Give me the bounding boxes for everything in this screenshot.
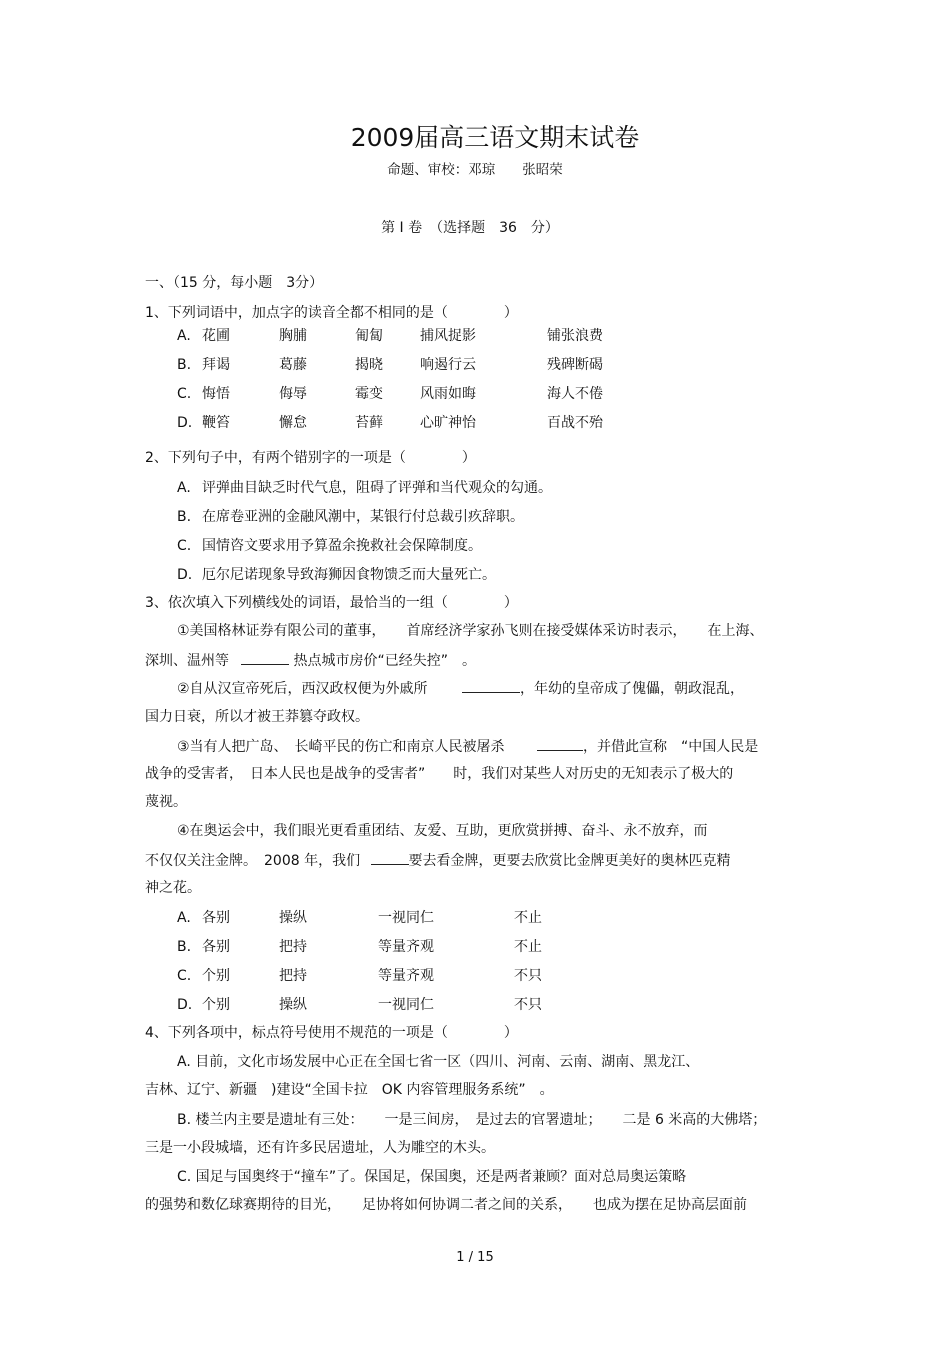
q3-option-b-word: 等量齐观 (378, 939, 434, 955)
q3-option-a-word: 不止 (514, 910, 542, 926)
q3-option-d-word: 操纵 (279, 997, 307, 1013)
q1-option-b-label: B. (177, 357, 192, 373)
q3-option-d-word: 一视同仁 (378, 997, 434, 1013)
q3-blank-4 (371, 850, 409, 865)
q1-option-c-label: C. (177, 386, 192, 402)
q2-option-d-label: D. (177, 567, 193, 583)
q2-option-c-text: 国情咨文要求用予算盈余挽救社会保障制度。 (202, 538, 482, 554)
q2-option-b-label: B. (177, 509, 192, 525)
q1-option-a-word: 捕风捉影 (420, 328, 476, 344)
q3-option-c-word: 个别 (202, 968, 230, 984)
q3-option-a-word: 操纵 (279, 910, 307, 926)
q4-option-a-line1: A. 目前，文化市场发展中心正在全国七省一区（四川、河南、云南、湖南、黑龙江、 (177, 1054, 700, 1070)
q3-passage-1-text: 深圳、温州等 (145, 653, 229, 669)
q3-passage-3-cont: 战争的受害者， 日本人民也是战争的受害者” 时，我们对某些人对历史的无知表示了极大的 (145, 766, 734, 782)
q3-option-c-word: 不只 (514, 968, 542, 984)
q3-option-b-word: 各别 (202, 939, 230, 955)
q1-option-b-word: 响遏行云 (420, 357, 476, 373)
q1-stem: 1、下列词语中，加点字的读音全都不相同的是（ ） (145, 305, 518, 321)
q1-option-a-label: A. (177, 328, 191, 344)
q3-blank-2 (462, 678, 520, 693)
q1-option-d-word: 百战不殆 (547, 415, 603, 431)
q3-passage-4: ④在奥运会中，我们眼光更看重团结、友爱、互助，更欣赏拼搏、奋斗、永不放弃，而 (177, 823, 708, 839)
q1-option-c-word: 悔悟 (202, 386, 230, 402)
q3-option-d-word: 个别 (202, 997, 230, 1013)
q1-option-b-word: 残碑断碣 (547, 357, 603, 373)
q2-option-c-label: C. (177, 538, 192, 554)
page-title: 2009届高三语文期末试卷 (350, 123, 640, 152)
q3-passage-4-end: 神之花。 (145, 880, 201, 896)
q1-option-a-word: 胸脯 (279, 328, 307, 344)
q1-option-d-word: 心旷神怡 (420, 415, 476, 431)
q3-option-b-word: 不止 (514, 939, 542, 955)
q3-passage-2-text: ②自从汉宣帝死后，西汉政权便为外戚所 (177, 681, 428, 697)
q4-option-c-line2: 的强势和数亿球赛期待的目光， 足协将如何协调二者之间的关系， 也成为摆在足协高层面前 (145, 1197, 747, 1213)
q3-option-c-word: 把持 (279, 968, 307, 984)
q1-option-a-word: 铺张浪费 (547, 328, 603, 344)
q3-option-a-label: A. (177, 910, 191, 926)
page-number: 1 / 15 (456, 1250, 494, 1265)
q2-option-a-label: A. (177, 480, 191, 496)
section-heading: 第 Ⅰ 卷 （选择题 36 分） (381, 220, 559, 236)
q4-option-a-line2: 吉林、辽宁、新疆 )建设“全国卡拉 OK 内容管理服务系统” 。 (145, 1082, 554, 1098)
q1-option-c-word: 霉变 (355, 386, 383, 402)
q1-option-c-word: 侮辱 (279, 386, 307, 402)
q3-passage-3-end: 蔑视。 (145, 794, 187, 810)
q3-passage-3-text: ③当有人把广岛、 长崎平民的伤亡和南京人民被屠杀 (177, 739, 505, 755)
q2-option-b-text: 在席卷亚洲的金融风潮中，某银行付总裁引疚辞职。 (202, 509, 524, 525)
q1-option-a-word: 匍匐 (355, 328, 383, 344)
q1-option-d-word: 鞭笞 (202, 415, 230, 431)
q1-option-a-word: 花圃 (202, 328, 230, 344)
q3-blank-1 (241, 650, 289, 665)
q3-passage-4-cont (145, 850, 731, 871)
q3-option-a-word: 各别 (202, 910, 230, 926)
q3-passage-1: ①美国格林证券有限公司的董事， 首席经济学家孙飞则在接受媒体采访时表示， 在上海、 (177, 623, 764, 639)
q3-passage-2-text: ，年幼的皇帝成了傀儡，朝政混乱， (520, 681, 745, 697)
q1-option-c-word: 海人不倦 (547, 386, 603, 402)
q1-option-b-word: 葛藤 (279, 357, 307, 373)
q1-option-b-word: 揭晓 (355, 357, 383, 373)
q3-option-d-label: D. (177, 997, 193, 1013)
q2-option-d-text: 厄尔尼诺现象导致海狮因食物馈乏而大量死亡。 (202, 567, 496, 583)
part-heading: 一、（15 分，每小题 3分） (145, 275, 324, 291)
q3-passage-4-text: 不仅仅关注金牌。 2008 年，我们 (145, 853, 361, 869)
q4-option-b-line2: 三是一小段城墙，还有许多民居遗址，人为雕空的木头。 (145, 1140, 495, 1156)
q3-passage-3 (177, 736, 758, 757)
q3-option-b-word: 把持 (279, 939, 307, 955)
q1-option-d-label: D. (177, 415, 193, 431)
q3-blank-3 (537, 736, 583, 751)
q3-option-b-label: B. (177, 939, 192, 955)
q3-passage-3-text: ，并借此宣称 “中国人民是 (583, 739, 759, 755)
q4-option-c-line1: C. 国足与国奥终于“撞车”了。保国足，保国奥，还是两者兼顾？面对总局奥运策略 (177, 1169, 687, 1185)
q2-stem: 2、下列句子中，有两个错别字的一项是（ ） (145, 450, 476, 466)
q4-stem: 4、下列各项中，标点符号使用不规范的一项是（ ） (145, 1025, 518, 1041)
q3-passage-2 (177, 678, 744, 699)
q3-option-c-label: C. (177, 968, 192, 984)
q1-option-c-word: 风雨如晦 (420, 386, 476, 402)
q4-option-b-line1: B. 楼兰内主要是遗址有三处： 一是三间房， 是过去的官署遗址； 二是 6 米高的大佛塔； (177, 1112, 767, 1128)
q3-passage-4-text: 要去看金牌，更要去欣赏比金牌更美好的奥林匹克精 (408, 853, 731, 869)
q3-option-d-word: 不只 (514, 997, 542, 1013)
q2-option-a-text: 评弹曲目缺乏时代气息，阻碍了评弹和当代观众的勾通。 (202, 480, 552, 496)
q1-option-b-word: 拜谒 (202, 357, 230, 373)
q1-option-d-word: 懈怠 (279, 415, 307, 431)
q3-option-c-word: 等量齐观 (378, 968, 434, 984)
q1-option-d-word: 苔藓 (355, 415, 383, 431)
q3-passage-2-cont: 国力日衰，所以才被王莽篡夺政权。 (145, 709, 369, 725)
q3-stem: 3、依次填入下列横线处的词语，最恰当的一组（ ） (145, 595, 518, 611)
q3-passage-1-text: 热点城市房价“已经失控” 。 (293, 653, 476, 669)
authors-line: 命题、审校：邓琼 张昭荣 (387, 162, 563, 178)
q3-passage-1-cont (145, 650, 476, 671)
q3-option-a-word: 一视同仁 (378, 910, 434, 926)
